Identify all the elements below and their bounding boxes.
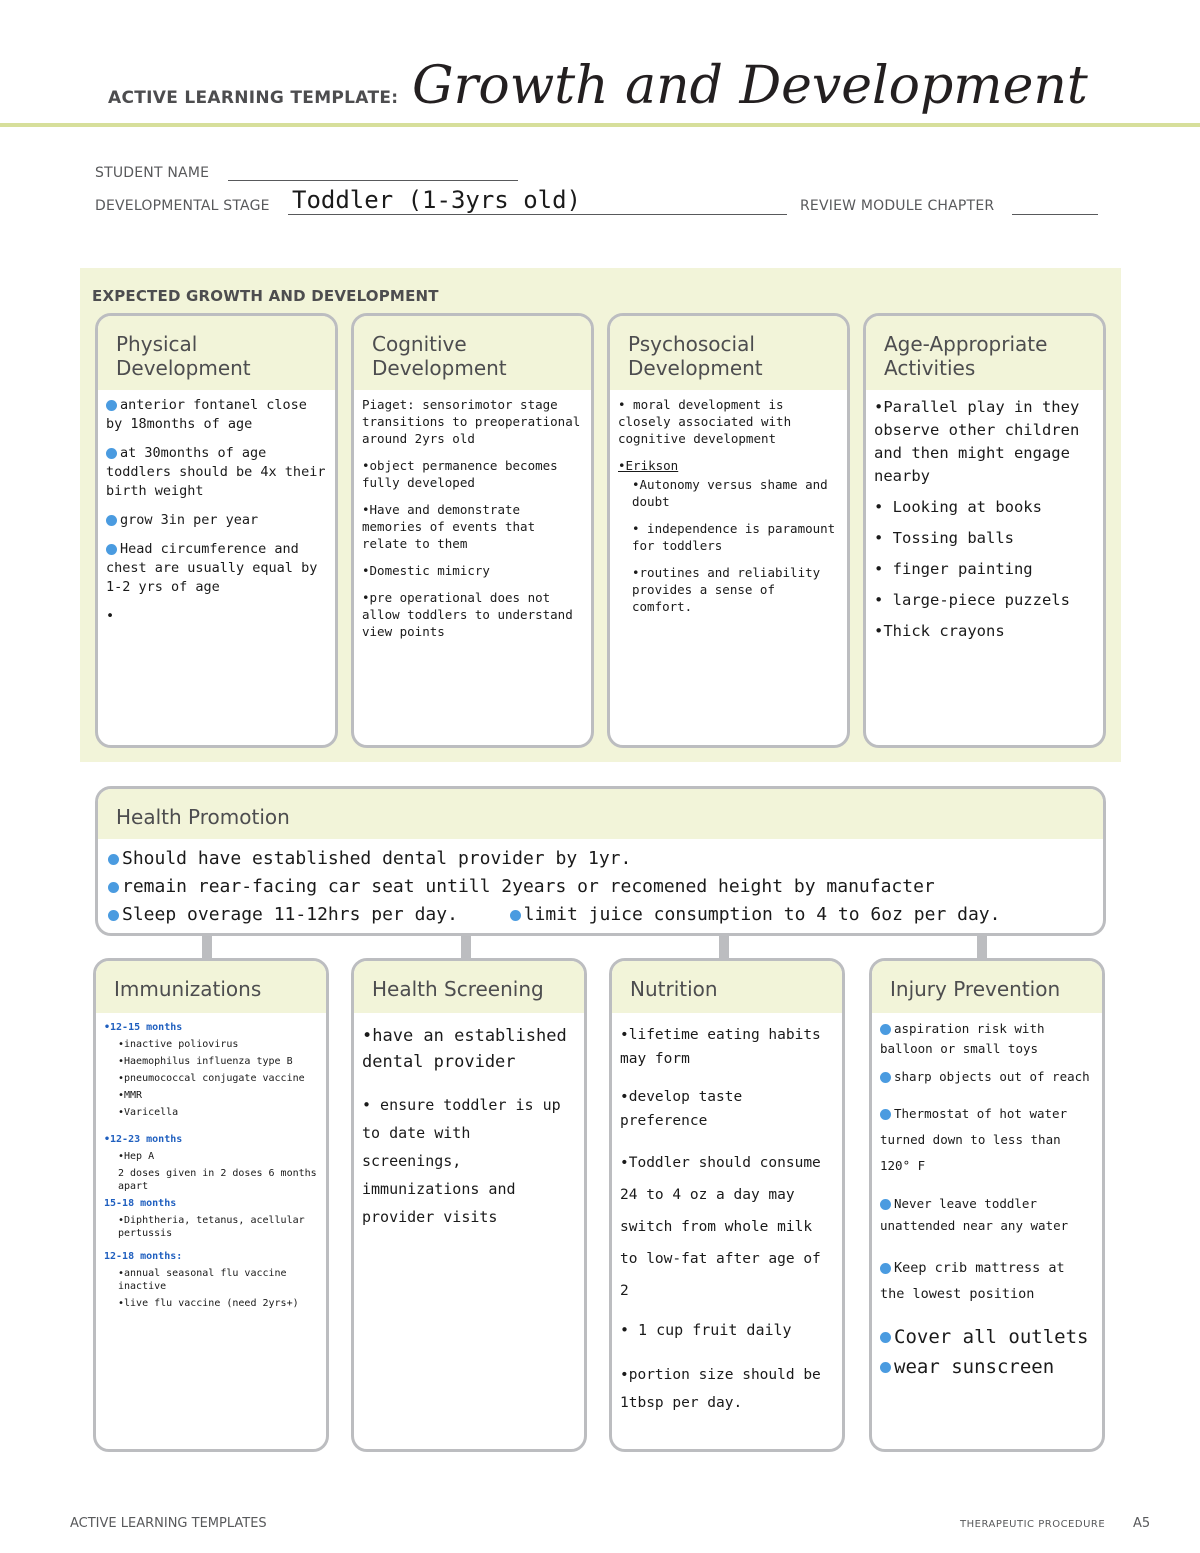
health-promotion-title: Health Promotion xyxy=(98,789,1103,839)
connector xyxy=(977,936,987,958)
immunization-item: •Hep A xyxy=(118,1151,155,1162)
header-rule xyxy=(0,123,1200,127)
footer-page-number: A5 xyxy=(1133,1516,1151,1531)
bullet-dot-icon xyxy=(106,544,117,555)
injury-note: aspiration risk with balloon or small toys xyxy=(880,1021,1045,1056)
bullet-dot-icon xyxy=(880,1362,891,1373)
injury-note: Never leave toddler unattended near any water xyxy=(880,1196,1069,1233)
injury-note: Keep crib mattress at the lowest position xyxy=(880,1260,1065,1302)
cognitive-note: •Have and demonstrate memories of events that relate to them xyxy=(362,502,536,551)
immunization-item: 2 doses given in 2 doses 6 months apart xyxy=(118,1168,317,1192)
bullet-dot-icon xyxy=(106,515,117,526)
student-name-field[interactable] xyxy=(228,162,518,181)
connector xyxy=(202,936,212,958)
injury-note: wear sunscreen xyxy=(880,1353,1094,1381)
immunizations-title: Immunizations xyxy=(96,961,326,1013)
bullet-dot-icon xyxy=(880,1072,891,1083)
bullet-dot-icon xyxy=(880,1263,891,1274)
health-screening-card xyxy=(351,958,587,1452)
physical-development-title: Physical Development xyxy=(98,316,335,390)
cognitive-development-card xyxy=(351,313,594,748)
psychosocial-development-title: Psychosocial Development xyxy=(610,316,847,390)
nutrition-note: •develop taste preference xyxy=(620,1089,743,1129)
health-promotion-row xyxy=(108,901,1093,929)
activities-card xyxy=(863,313,1106,748)
physical-development-card xyxy=(95,313,338,748)
physical-note: at 30months of age toddlers should be 4x their birth weight xyxy=(106,445,326,499)
review-module-field[interactable] xyxy=(1012,196,1098,215)
immunization-item: •inactive poliovirus xyxy=(118,1039,239,1050)
injury-prevention-card xyxy=(869,958,1105,1452)
physical-note: anterior fontanel close by 18months of age xyxy=(106,397,307,432)
connector xyxy=(719,936,729,958)
developmental-stage-field[interactable]: Toddler (1-3yrs old) xyxy=(288,186,787,215)
immunization-heading: •12-15 months xyxy=(104,1022,183,1033)
bullet-dot-icon xyxy=(106,400,117,411)
psychosocial-development-card xyxy=(607,313,850,748)
psychosocial-note: •Erikson xyxy=(618,458,679,473)
bullet-dot-icon xyxy=(880,1024,891,1035)
bullet-dot-icon xyxy=(106,448,117,459)
screening-note: • ensure toddler is up to date with screenings, immunizations and provider visits xyxy=(362,1096,561,1226)
cognitive-development-title: Cognitive Development xyxy=(354,316,591,390)
health-promotion-card xyxy=(95,786,1106,936)
connector xyxy=(461,936,471,958)
nutrition-note: • 1 cup fruit daily xyxy=(620,1321,792,1339)
physical-note: Head circumference and chest are usually equal by 1-2 yrs of age xyxy=(106,541,318,595)
bullet-dot-icon xyxy=(880,1332,891,1343)
bullet-dot-icon xyxy=(108,854,119,865)
nutrition-note: •portion size should be 1tbsp per day. xyxy=(620,1367,821,1411)
nutrition-note: •lifetime eating habits may form xyxy=(620,1027,821,1067)
nutrition-title: Nutrition xyxy=(612,961,842,1013)
immunization-item: •pneumococcal conjugate vaccine xyxy=(118,1073,305,1084)
cognitive-note: •Domestic mimicry xyxy=(362,563,490,578)
health-promotion-item: limit juice consumption to 4 to 6oz per day. xyxy=(523,904,1001,925)
cognitive-note: •object permanence becomes fully developed xyxy=(362,458,558,490)
immunization-item: •Diphtheria, tetanus, acellular pertussis xyxy=(118,1215,305,1239)
health-promotion-item: remain rear-facing car seat untill 2years or recomened height by manufacter xyxy=(108,873,1093,901)
physical-note: grow 3in per year xyxy=(106,511,327,530)
immunization-heading: •12-23 months xyxy=(104,1134,183,1145)
student-name-label: STUDENT NAME xyxy=(95,165,210,181)
injury-note: Thermostat of hot water turned down to less than 120° F xyxy=(880,1106,1068,1173)
psychosocial-note: • moral development is closely associated with cognitive development xyxy=(618,397,792,446)
immunization-heading: 15-18 months xyxy=(104,1198,177,1209)
immunization-item: •annual seasonal flu vaccine inactive xyxy=(118,1268,287,1292)
immunization-heading: 12-18 months: xyxy=(104,1251,183,1262)
injury-prevention-title: Injury Prevention xyxy=(872,961,1102,1013)
activity-note: •Parallel play in they observe other children and then might engage nearby xyxy=(874,398,1080,485)
bullet-dot-icon xyxy=(510,910,521,921)
injury-note: Cover all outlets xyxy=(880,1323,1094,1351)
expected-growth-title: EXPECTED GROWTH AND DEVELOPMENT xyxy=(92,287,439,305)
footer-left: ACTIVE LEARNING TEMPLATES xyxy=(70,1516,267,1531)
immunization-item: •live flu vaccine (need 2yrs+) xyxy=(118,1298,299,1309)
bullet-dot-icon xyxy=(880,1109,891,1120)
template-label: ACTIVE LEARNING TEMPLATE: xyxy=(108,88,399,108)
activity-note: • finger painting xyxy=(874,560,1033,578)
bullet-dot-icon xyxy=(108,910,119,921)
health-promotion-item: Sleep overage 11-12hrs per day. xyxy=(122,904,458,925)
activities-title: Age-Appropriate Activities xyxy=(866,316,1103,390)
cognitive-note: •pre operational does not allow toddlers to understand view points xyxy=(362,590,573,639)
nutrition-card xyxy=(609,958,845,1452)
psychosocial-note: •Autonomy versus shame and doubt xyxy=(632,477,828,509)
health-promotion-item: Should have established dental provider by 1yr. xyxy=(108,845,1093,873)
activity-note: • Tossing balls xyxy=(874,529,1014,547)
nutrition-note: •Toddler should consume 24 to 4 oz a day may switch from whole milk to low-fat after age of 2 xyxy=(620,1155,821,1299)
activity-note: • large-piece puzzels xyxy=(874,591,1070,609)
psychosocial-note: •routines and reliability provides a sense of comfort. xyxy=(632,565,821,614)
review-module-label: REVIEW MODULE CHAPTER xyxy=(800,198,995,214)
immunizations-card xyxy=(93,958,329,1452)
developmental-stage-label: DEVELOPMENTAL STAGE xyxy=(95,198,270,214)
screening-note: •have an established dental provider xyxy=(362,1026,567,1072)
psychosocial-note: • independence is paramount for toddlers xyxy=(632,521,836,553)
immunization-item: •Varicella xyxy=(118,1107,179,1118)
bullet-dot-icon xyxy=(108,882,119,893)
activity-note: • Looking at books xyxy=(874,498,1042,516)
cognitive-note: Piaget: sensorimotor stage transitions to preoperational around 2yrs old xyxy=(362,397,581,446)
health-screening-title: Health Screening xyxy=(354,961,584,1013)
physical-note: • xyxy=(106,608,115,624)
immunization-item: •Haemophilus influenza type B xyxy=(118,1056,293,1067)
footer-procedure-label: THERAPEUTIC PROCEDURE xyxy=(960,1519,1106,1530)
activity-note: •Thick crayons xyxy=(874,622,1005,640)
page-title: Growth and Development xyxy=(412,56,1088,116)
injury-note: sharp objects out of reach xyxy=(880,1067,1094,1087)
bullet-dot-icon xyxy=(880,1199,891,1210)
immunization-item: •MMR xyxy=(118,1090,143,1101)
